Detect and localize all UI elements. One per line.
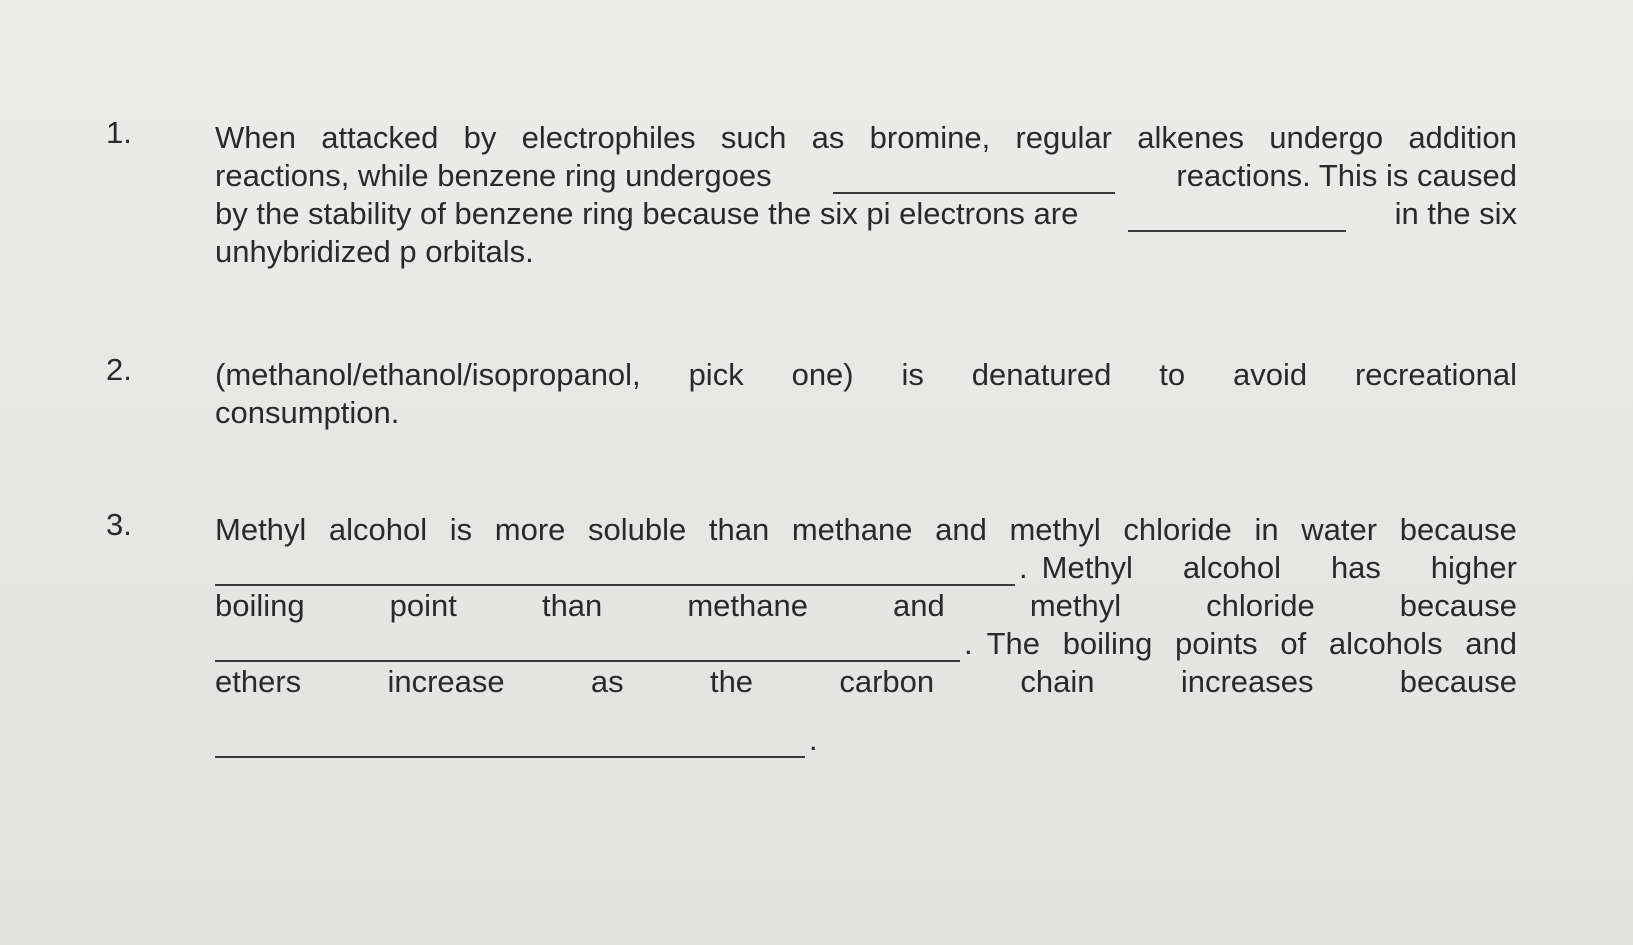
question-1-line-4 xyxy=(215,232,1517,270)
word: is xyxy=(449,512,473,547)
word: chain xyxy=(1020,664,1095,699)
word: regular xyxy=(1015,120,1112,155)
word: point xyxy=(389,588,457,623)
answer-blank-5[interactable] xyxy=(215,728,805,758)
question-1 xyxy=(215,118,1517,270)
period: . xyxy=(964,626,973,661)
word: alcohols xyxy=(1328,626,1443,661)
word: bromine, xyxy=(869,120,991,155)
word: water xyxy=(1301,512,1378,547)
answer-blank-1[interactable] xyxy=(833,164,1115,194)
question-2 xyxy=(215,355,1517,431)
word: alcohol xyxy=(328,512,428,547)
question-1-line-3 xyxy=(215,194,1517,232)
question-3-number: 3. xyxy=(106,507,132,542)
text-segment: reactions. This is caused xyxy=(1176,158,1517,193)
word: addition xyxy=(1408,120,1517,155)
word: recreational xyxy=(1354,357,1517,392)
word: the xyxy=(709,664,754,699)
word: such xyxy=(720,120,787,155)
word: because xyxy=(1399,588,1517,623)
period: . xyxy=(1019,550,1028,585)
text-segment: reactions, while benzene ring undergoes xyxy=(215,158,772,193)
question-3-line-1 xyxy=(215,510,1517,548)
word: When xyxy=(215,120,296,155)
word: ethers xyxy=(215,664,302,699)
word: avoid xyxy=(1233,357,1308,392)
word: chloride xyxy=(1206,588,1315,623)
word: denatured xyxy=(971,357,1112,392)
word: than xyxy=(541,588,603,623)
word: Methyl xyxy=(215,512,307,547)
word: and xyxy=(893,588,945,623)
word: attacked xyxy=(321,120,439,155)
word: (methanol/ethanol/isopropanol, xyxy=(215,357,641,392)
word: one) xyxy=(791,357,854,392)
word: electrophiles xyxy=(521,120,696,155)
word: is xyxy=(901,357,924,392)
question-3-line-2 xyxy=(215,548,1517,586)
word: as xyxy=(590,664,624,699)
word: boiling xyxy=(1062,626,1153,661)
word: to xyxy=(1159,357,1186,392)
word: than xyxy=(708,512,770,547)
word: alkenes xyxy=(1137,120,1245,155)
question-1-line-2 xyxy=(215,156,1517,194)
word: and xyxy=(935,512,987,547)
word: increase xyxy=(387,664,505,699)
word: by xyxy=(463,120,497,155)
word: higher xyxy=(1430,550,1517,585)
text-segment: by the stability of benzene ring because the six pi electrons are xyxy=(215,196,1079,231)
answer-blank-3[interactable] xyxy=(215,556,1015,586)
question-3-line-4 xyxy=(215,624,1517,662)
word: boiling xyxy=(215,588,305,623)
text-segment: consumption. xyxy=(215,395,400,430)
word: methyl xyxy=(1029,588,1122,623)
word: of xyxy=(1280,626,1307,661)
question-3-line-4-words xyxy=(987,626,1517,662)
question-3-line-2-words xyxy=(1042,550,1517,586)
answer-blank-2[interactable] xyxy=(1128,202,1346,232)
period: . xyxy=(809,722,818,757)
word: because xyxy=(1399,664,1517,699)
word: in xyxy=(1254,512,1279,547)
word: undergo xyxy=(1269,120,1384,155)
word: soluble xyxy=(588,512,687,547)
word: Methyl xyxy=(1041,550,1133,585)
question-2-number: 2. xyxy=(106,352,132,387)
word: because xyxy=(1399,512,1517,547)
question-2-line-2 xyxy=(215,393,1517,431)
word: and xyxy=(1465,626,1517,661)
word: pick xyxy=(688,357,744,392)
question-2-line-1 xyxy=(215,355,1517,393)
question-3-line-3 xyxy=(215,586,1517,624)
word: methyl xyxy=(1009,512,1101,547)
word: methane xyxy=(791,512,913,547)
word: carbon xyxy=(839,664,935,699)
text-segment: in the six xyxy=(1394,196,1517,231)
question-3-line-6 xyxy=(215,700,1517,758)
word: methane xyxy=(687,588,808,623)
word: The xyxy=(986,626,1041,661)
word: has xyxy=(1330,550,1381,585)
text-segment: unhybridized p orbitals. xyxy=(215,234,534,269)
word: alcohol xyxy=(1182,550,1282,585)
answer-blank-4[interactable] xyxy=(215,632,960,662)
question-3-line-5 xyxy=(215,662,1517,700)
question-3 xyxy=(215,510,1517,758)
question-1-line-1 xyxy=(215,118,1517,156)
word: chloride xyxy=(1123,512,1232,547)
question-1-number: 1. xyxy=(106,115,132,150)
word: more xyxy=(494,512,566,547)
word: as xyxy=(811,120,845,155)
word: increases xyxy=(1180,664,1314,699)
word: points xyxy=(1174,626,1258,661)
